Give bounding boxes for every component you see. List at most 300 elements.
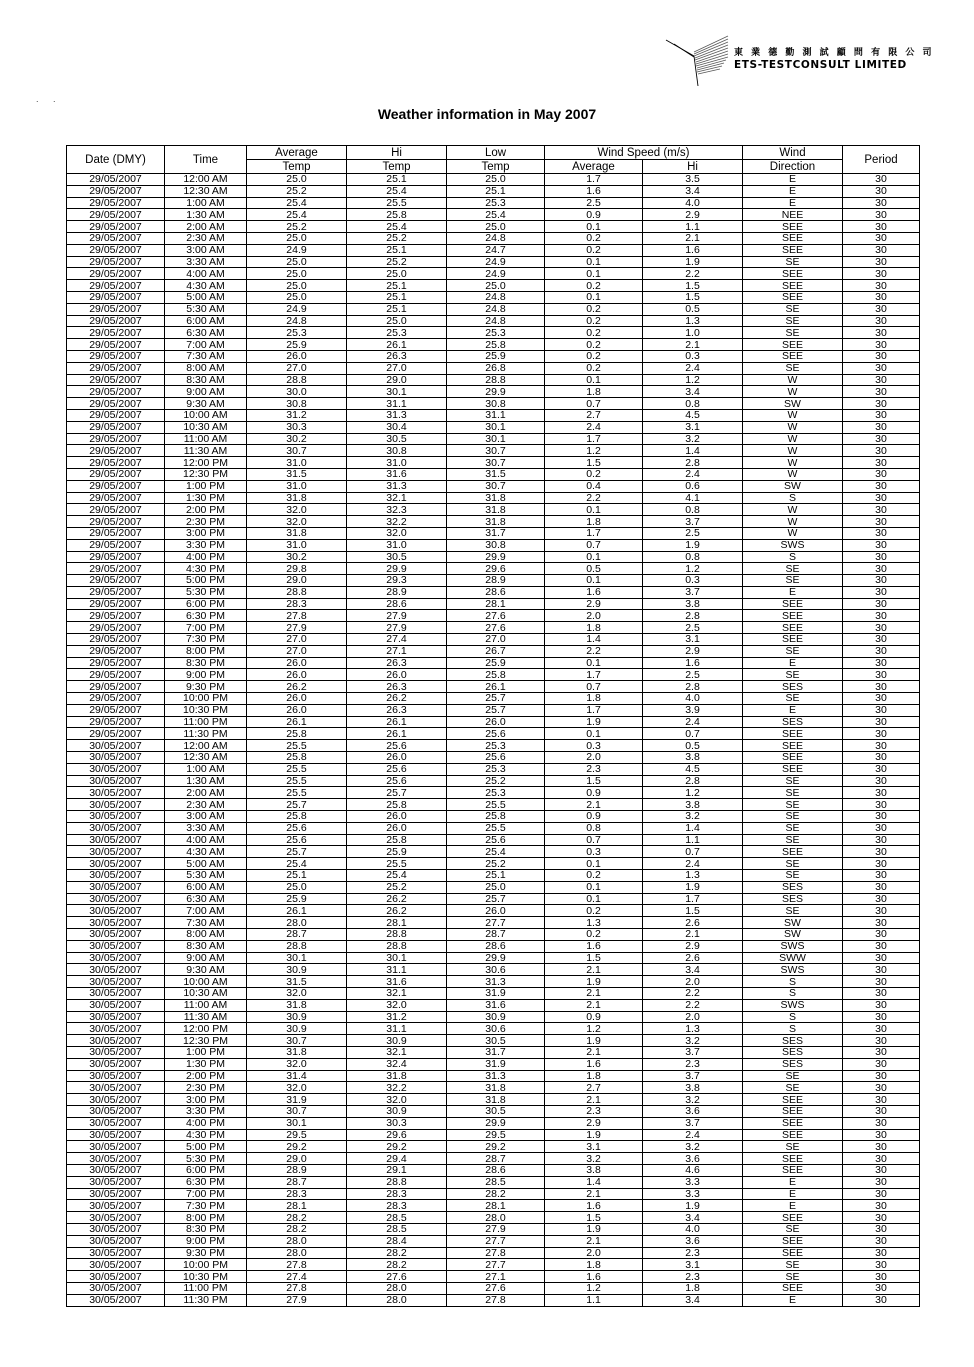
cell-average-temp: 25.5 — [247, 740, 347, 752]
table-row — [67, 1164, 920, 1176]
table-row — [67, 174, 920, 186]
cell-wind-average: 0.7 — [545, 834, 643, 846]
cell-period: 30 — [843, 516, 920, 528]
cell-low-temp: 25.4 — [447, 209, 545, 221]
cell-average-temp: 31.4 — [247, 1070, 347, 1082]
cell-average-temp: 30.7 — [247, 1105, 347, 1117]
cell-wind-direction: S — [743, 1023, 843, 1035]
cell-date: 30/05/2007 — [67, 1294, 165, 1306]
cell-hi-temp: 26.3 — [347, 350, 447, 362]
cell-period: 30 — [843, 645, 920, 657]
cell-wind-average: 2.9 — [545, 598, 643, 610]
table-row — [67, 1176, 920, 1188]
cell-wind-direction: SW — [743, 917, 843, 929]
weather-table — [66, 145, 920, 1307]
cell-wind-hi: 1.5 — [643, 905, 743, 917]
cell-average-temp: 30.2 — [247, 433, 347, 445]
cell-wind-average: 2.1 — [545, 964, 643, 976]
cell-hi-temp: 26.2 — [347, 905, 447, 917]
cell-wind-hi: 2.4 — [643, 1129, 743, 1141]
table-row — [67, 185, 920, 197]
cell-wind-direction: W — [743, 433, 843, 445]
cell-wind-hi: 2.1 — [643, 232, 743, 244]
cell-period: 30 — [843, 811, 920, 823]
cell-time: 8:00 AM — [165, 362, 247, 374]
cell-low-temp: 31.3 — [447, 1070, 545, 1082]
cell-wind-average: 1.6 — [545, 1200, 643, 1212]
cell-period: 30 — [843, 421, 920, 433]
cell-wind-hi: 0.6 — [643, 480, 743, 492]
table-row — [67, 763, 920, 775]
cell-date: 29/05/2007 — [67, 291, 165, 303]
cell-date: 29/05/2007 — [67, 622, 165, 634]
cell-wind-average: 1.8 — [545, 516, 643, 528]
cell-date: 29/05/2007 — [67, 645, 165, 657]
table-row — [67, 244, 920, 256]
cell-time: 12:30 AM — [165, 185, 247, 197]
cell-hi-temp: 30.1 — [347, 386, 447, 398]
cell-hi-temp: 30.1 — [347, 952, 447, 964]
table-row — [67, 1223, 920, 1235]
cell-wind-hi: 1.7 — [643, 893, 743, 905]
cell-wind-average: 2.7 — [545, 409, 643, 421]
cell-average-temp: 30.7 — [247, 445, 347, 457]
cell-time: 5:30 PM — [165, 586, 247, 598]
cell-wind-hi: 3.4 — [643, 1212, 743, 1224]
cell-date: 29/05/2007 — [67, 327, 165, 339]
cell-wind-direction: SEE — [743, 1247, 843, 1259]
cell-hi-temp: 25.4 — [347, 185, 447, 197]
cell-time: 2:30 PM — [165, 516, 247, 528]
cell-wind-average: 0.2 — [545, 232, 643, 244]
cell-period: 30 — [843, 870, 920, 882]
cell-wind-direction: SE — [743, 822, 843, 834]
cell-wind-hi: 1.2 — [643, 787, 743, 799]
cell-wind-hi: 3.6 — [643, 1235, 743, 1247]
cell-time: 5:00 PM — [165, 575, 247, 587]
cell-wind-hi: 1.9 — [643, 1200, 743, 1212]
cell-hi-temp: 32.2 — [347, 516, 447, 528]
cell-time: 5:00 PM — [165, 1141, 247, 1153]
cell-low-temp: 27.1 — [447, 1271, 545, 1283]
cell-period: 30 — [843, 185, 920, 197]
table-row — [67, 1117, 920, 1129]
cell-hi-temp: 32.0 — [347, 527, 447, 539]
cell-low-temp: 29.5 — [447, 1129, 545, 1141]
cell-low-temp: 31.3 — [447, 976, 545, 988]
table-row — [67, 834, 920, 846]
cell-low-temp: 28.9 — [447, 575, 545, 587]
cell-low-temp: 25.3 — [447, 787, 545, 799]
table-row — [67, 551, 920, 563]
table-row — [67, 846, 920, 858]
cell-wind-average: 1.6 — [545, 586, 643, 598]
cell-date: 29/05/2007 — [67, 527, 165, 539]
cell-average-temp: 28.2 — [247, 1223, 347, 1235]
cell-low-temp: 29.9 — [447, 1117, 545, 1129]
cell-date: 29/05/2007 — [67, 657, 165, 669]
table-row — [67, 1070, 920, 1082]
cell-time: 10:30 AM — [165, 421, 247, 433]
cell-low-temp: 25.1 — [447, 185, 545, 197]
header-hi-temp: Temp — [347, 160, 447, 174]
cell-wind-hi: 3.7 — [643, 516, 743, 528]
cell-low-temp: 25.1 — [447, 870, 545, 882]
cell-time: 4:00 AM — [165, 268, 247, 280]
cell-wind-average: 0.7 — [545, 539, 643, 551]
cell-wind-hi: 1.2 — [643, 374, 743, 386]
cell-wind-average: 2.5 — [545, 197, 643, 209]
cell-average-temp: 32.0 — [247, 516, 347, 528]
cell-time: 8:00 PM — [165, 645, 247, 657]
table-row — [67, 1188, 920, 1200]
cell-hi-temp: 25.1 — [347, 303, 447, 315]
cell-low-temp: 31.5 — [447, 468, 545, 480]
cell-average-temp: 25.4 — [247, 209, 347, 221]
cell-low-temp: 30.6 — [447, 1023, 545, 1035]
company-name-english: ETS-TESTCONSULT LIMITED — [734, 59, 907, 71]
cell-date: 29/05/2007 — [67, 586, 165, 598]
cell-wind-direction: SE — [743, 362, 843, 374]
table-row — [67, 775, 920, 787]
cell-average-temp: 31.5 — [247, 468, 347, 480]
cell-date: 29/05/2007 — [67, 704, 165, 716]
cell-time: 8:00 PM — [165, 1212, 247, 1224]
cell-date: 29/05/2007 — [67, 280, 165, 292]
table-row — [67, 728, 920, 740]
table-row — [67, 1058, 920, 1070]
cell-period: 30 — [843, 858, 920, 870]
cell-wind-average: 1.6 — [545, 1271, 643, 1283]
cell-wind-direction: SE — [743, 787, 843, 799]
cell-low-temp: 25.8 — [447, 339, 545, 351]
table-row — [67, 811, 920, 823]
cell-wind-hi: 2.4 — [643, 468, 743, 480]
cell-hi-temp: 28.2 — [347, 1259, 447, 1271]
cell-hi-temp: 30.9 — [347, 1105, 447, 1117]
cell-time: 12:00 PM — [165, 457, 247, 469]
cell-date: 30/05/2007 — [67, 1282, 165, 1294]
cell-low-temp: 31.1 — [447, 409, 545, 421]
cell-wind-average: 0.9 — [545, 787, 643, 799]
cell-wind-average: 0.2 — [545, 350, 643, 362]
cell-time: 4:00 AM — [165, 834, 247, 846]
cell-low-temp: 29.6 — [447, 563, 545, 575]
cell-period: 30 — [843, 929, 920, 941]
cell-average-temp: 25.6 — [247, 822, 347, 834]
cell-wind-direction: SEE — [743, 280, 843, 292]
cell-time: 7:00 AM — [165, 905, 247, 917]
cell-wind-direction: SE — [743, 1141, 843, 1153]
cell-period: 30 — [843, 291, 920, 303]
cell-period: 30 — [843, 327, 920, 339]
cell-period: 30 — [843, 834, 920, 846]
cell-period: 30 — [843, 846, 920, 858]
cell-hi-temp: 27.4 — [347, 634, 447, 646]
cell-hi-temp: 25.4 — [347, 870, 447, 882]
cell-low-temp: 25.4 — [447, 846, 545, 858]
cell-wind-hi: 3.5 — [643, 174, 743, 186]
cell-wind-hi: 3.6 — [643, 1153, 743, 1165]
cell-period: 30 — [843, 881, 920, 893]
table-row — [67, 952, 920, 964]
header-wind-top: Wind — [743, 146, 843, 160]
cell-average-temp: 32.0 — [247, 504, 347, 516]
cell-average-temp: 31.2 — [247, 409, 347, 421]
cell-time: 1:00 AM — [165, 197, 247, 209]
cell-period: 30 — [843, 716, 920, 728]
cell-period: 30 — [843, 575, 920, 587]
cell-hi-temp: 25.2 — [347, 232, 447, 244]
cell-wind-direction: S — [743, 1011, 843, 1023]
cell-hi-temp: 25.5 — [347, 858, 447, 870]
cell-low-temp: 31.8 — [447, 516, 545, 528]
cell-low-temp: 26.1 — [447, 681, 545, 693]
cell-wind-hi: 3.1 — [643, 421, 743, 433]
cell-time: 2:00 PM — [165, 1070, 247, 1082]
cell-average-temp: 28.7 — [247, 1176, 347, 1188]
cell-average-temp: 31.0 — [247, 539, 347, 551]
cell-hi-temp: 28.0 — [347, 1294, 447, 1306]
table-row — [67, 457, 920, 469]
cell-wind-direction: SWS — [743, 940, 843, 952]
cell-wind-direction: W — [743, 527, 843, 539]
cell-average-temp: 27.4 — [247, 1271, 347, 1283]
cell-hi-temp: 31.2 — [347, 1011, 447, 1023]
cell-average-temp: 32.0 — [247, 987, 347, 999]
cell-period: 30 — [843, 622, 920, 634]
cell-wind-hi: 4.5 — [643, 763, 743, 775]
cell-time: 7:00 PM — [165, 622, 247, 634]
cell-average-temp: 25.8 — [247, 728, 347, 740]
cell-wind-direction: SES — [743, 1058, 843, 1070]
cell-date: 30/05/2007 — [67, 1011, 165, 1023]
cell-wind-direction: SEE — [743, 622, 843, 634]
cell-period: 30 — [843, 752, 920, 764]
cell-date: 29/05/2007 — [67, 480, 165, 492]
cell-hi-temp: 28.4 — [347, 1235, 447, 1247]
cell-low-temp: 30.5 — [447, 1035, 545, 1047]
cell-period: 30 — [843, 999, 920, 1011]
cell-period: 30 — [843, 976, 920, 988]
cell-wind-hi: 1.4 — [643, 822, 743, 834]
cell-date: 29/05/2007 — [67, 185, 165, 197]
cell-hi-temp: 29.2 — [347, 1141, 447, 1153]
table-row — [67, 280, 920, 292]
cell-wind-hi: 3.2 — [643, 1094, 743, 1106]
cell-wind-hi: 1.1 — [643, 834, 743, 846]
cell-wind-average: 1.2 — [545, 1282, 643, 1294]
cell-hi-temp: 32.1 — [347, 1046, 447, 1058]
cell-low-temp: 29.9 — [447, 952, 545, 964]
table-row — [67, 657, 920, 669]
cell-wind-average: 1.7 — [545, 433, 643, 445]
cell-period: 30 — [843, 775, 920, 787]
cell-wind-hi: 3.7 — [643, 586, 743, 598]
cell-wind-average: 1.5 — [545, 775, 643, 787]
cell-average-temp: 25.4 — [247, 197, 347, 209]
cell-wind-hi: 2.2 — [643, 987, 743, 999]
cell-average-temp: 30.9 — [247, 964, 347, 976]
table-row — [67, 232, 920, 244]
cell-wind-average: 1.4 — [545, 634, 643, 646]
cell-low-temp: 28.1 — [447, 1200, 545, 1212]
cell-time: 9:30 PM — [165, 681, 247, 693]
table-row — [67, 1294, 920, 1306]
cell-hi-temp: 28.6 — [347, 598, 447, 610]
cell-date: 30/05/2007 — [67, 976, 165, 988]
cell-wind-direction: SE — [743, 1082, 843, 1094]
cell-low-temp: 26.0 — [447, 905, 545, 917]
cell-average-temp: 25.0 — [247, 256, 347, 268]
cell-low-temp: 25.8 — [447, 669, 545, 681]
cell-time: 7:30 PM — [165, 634, 247, 646]
cell-low-temp: 25.9 — [447, 657, 545, 669]
cell-wind-hi: 2.3 — [643, 1247, 743, 1259]
cell-time: 3:00 AM — [165, 244, 247, 256]
cell-low-temp: 25.8 — [447, 811, 545, 823]
cell-wind-average: 2.1 — [545, 1094, 643, 1106]
cell-hi-temp: 26.1 — [347, 339, 447, 351]
table-row — [67, 1011, 920, 1023]
table-row — [67, 1129, 920, 1141]
cell-low-temp: 31.7 — [447, 1046, 545, 1058]
cell-period: 30 — [843, 1141, 920, 1153]
table-row — [67, 409, 920, 421]
cell-low-temp: 25.7 — [447, 704, 545, 716]
cell-date: 29/05/2007 — [67, 256, 165, 268]
cell-time: 7:30 AM — [165, 350, 247, 362]
cell-wind-average: 3.2 — [545, 1153, 643, 1165]
cell-wind-direction: SEE — [743, 598, 843, 610]
cell-wind-hi: 1.6 — [643, 657, 743, 669]
cell-wind-hi: 0.3 — [643, 575, 743, 587]
cell-low-temp: 28.6 — [447, 940, 545, 952]
cell-time: 10:30 PM — [165, 1271, 247, 1283]
cell-average-temp: 25.0 — [247, 268, 347, 280]
cell-wind-direction: SWS — [743, 964, 843, 976]
cell-wind-hi: 4.0 — [643, 197, 743, 209]
cell-average-temp: 29.2 — [247, 1141, 347, 1153]
cell-hi-temp: 28.9 — [347, 586, 447, 598]
cell-date: 29/05/2007 — [67, 457, 165, 469]
cell-average-temp: 30.2 — [247, 551, 347, 563]
cell-low-temp: 31.8 — [447, 492, 545, 504]
cell-period: 30 — [843, 1094, 920, 1106]
cell-time: 4:30 PM — [165, 563, 247, 575]
cell-average-temp: 28.9 — [247, 1164, 347, 1176]
cell-wind-hi: 3.4 — [643, 185, 743, 197]
cell-wind-hi: 2.4 — [643, 362, 743, 374]
cell-hi-temp: 30.8 — [347, 445, 447, 457]
cell-hi-temp: 26.0 — [347, 822, 447, 834]
cell-date: 30/05/2007 — [67, 1046, 165, 1058]
table-row — [67, 339, 920, 351]
cell-time: 6:30 PM — [165, 610, 247, 622]
table-row — [67, 221, 920, 233]
cell-period: 30 — [843, 1035, 920, 1047]
cell-date: 30/05/2007 — [67, 1141, 165, 1153]
cell-period: 30 — [843, 551, 920, 563]
cell-hi-temp: 28.1 — [347, 917, 447, 929]
cell-hi-temp: 31.1 — [347, 398, 447, 410]
cell-hi-temp: 25.1 — [347, 291, 447, 303]
cell-hi-temp: 26.0 — [347, 669, 447, 681]
cell-time: 2:00 PM — [165, 504, 247, 516]
cell-wind-direction: E — [743, 1200, 843, 1212]
cell-wind-direction: SE — [743, 575, 843, 587]
cell-wind-hi: 0.8 — [643, 551, 743, 563]
cell-average-temp: 28.8 — [247, 374, 347, 386]
cell-date: 29/05/2007 — [67, 244, 165, 256]
cell-average-temp: 25.0 — [247, 280, 347, 292]
cell-wind-direction: SE — [743, 799, 843, 811]
cell-time: 12:30 PM — [165, 1035, 247, 1047]
cell-hi-temp: 26.1 — [347, 728, 447, 740]
cell-date: 29/05/2007 — [67, 350, 165, 362]
cell-wind-hi: 3.2 — [643, 433, 743, 445]
cell-time: 4:00 PM — [165, 1117, 247, 1129]
cell-period: 30 — [843, 1058, 920, 1070]
table-row — [67, 386, 920, 398]
company-logo — [664, 30, 730, 92]
cell-date: 29/05/2007 — [67, 409, 165, 421]
table-row — [67, 1082, 920, 1094]
cell-wind-hi: 0.8 — [643, 398, 743, 410]
cell-average-temp: 28.0 — [247, 917, 347, 929]
cell-wind-average: 1.9 — [545, 1129, 643, 1141]
table-row — [67, 433, 920, 445]
cell-average-temp: 25.0 — [247, 174, 347, 186]
cell-wind-average: 0.1 — [545, 893, 643, 905]
cell-low-temp: 25.6 — [447, 752, 545, 764]
cell-wind-average: 2.2 — [545, 492, 643, 504]
cell-low-temp: 25.0 — [447, 221, 545, 233]
cell-average-temp: 30.8 — [247, 398, 347, 410]
cell-wind-direction: SE — [743, 563, 843, 575]
cell-low-temp: 28.2 — [447, 1188, 545, 1200]
cell-period: 30 — [843, 987, 920, 999]
cell-period: 30 — [843, 409, 920, 421]
cell-wind-direction: SES — [743, 681, 843, 693]
cell-date: 29/05/2007 — [67, 728, 165, 740]
cell-time: 12:00 AM — [165, 740, 247, 752]
table-row — [67, 740, 920, 752]
cell-wind-hi: 2.0 — [643, 1011, 743, 1023]
cell-wind-direction: SEE — [743, 1094, 843, 1106]
cell-date: 30/05/2007 — [67, 1070, 165, 1082]
cell-low-temp: 26.0 — [447, 716, 545, 728]
cell-date: 30/05/2007 — [67, 893, 165, 905]
cell-date: 30/05/2007 — [67, 1129, 165, 1141]
cell-hi-temp: 25.2 — [347, 881, 447, 893]
cell-wind-hi: 1.1 — [643, 221, 743, 233]
cell-time: 1:30 AM — [165, 775, 247, 787]
cell-wind-hi: 1.9 — [643, 539, 743, 551]
cell-date: 30/05/2007 — [67, 799, 165, 811]
cell-wind-direction: SEE — [743, 1164, 843, 1176]
table-row — [67, 303, 920, 315]
table-row — [67, 480, 920, 492]
cell-low-temp: 28.7 — [447, 1153, 545, 1165]
cell-wind-direction: SE — [743, 1223, 843, 1235]
cell-wind-hi: 2.6 — [643, 917, 743, 929]
cell-wind-average: 2.2 — [545, 645, 643, 657]
cell-date: 30/05/2007 — [67, 1223, 165, 1235]
cell-wind-average: 1.7 — [545, 174, 643, 186]
cell-hi-temp: 32.1 — [347, 492, 447, 504]
table-row — [67, 610, 920, 622]
